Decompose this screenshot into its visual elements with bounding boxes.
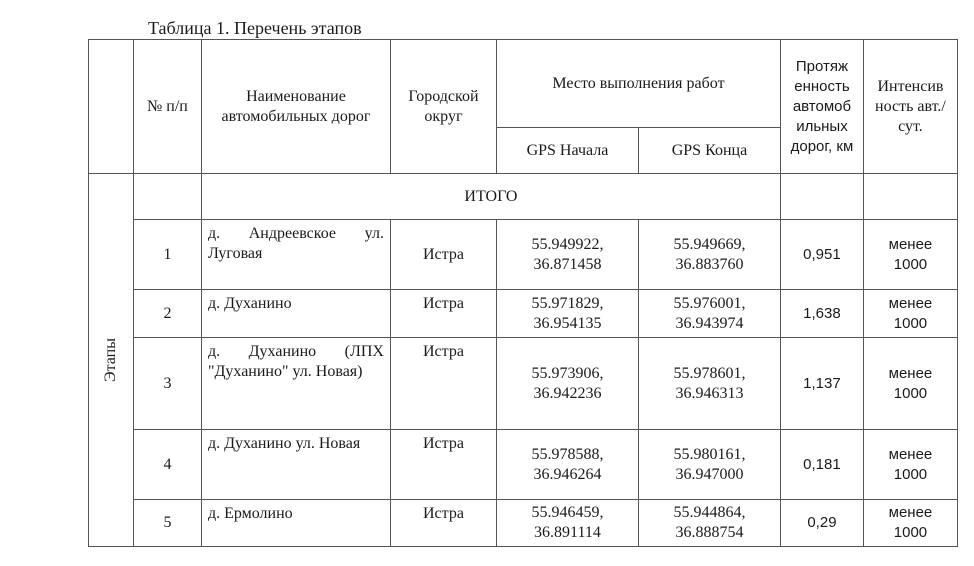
table-row xyxy=(89,338,958,430)
row-length: 0,29 xyxy=(780,500,863,547)
row-length: 1,638 xyxy=(780,290,863,338)
row-num: 5 xyxy=(133,500,201,547)
row-district: Истра xyxy=(390,430,496,500)
row-gps-end: 55.976001, 36.943974 xyxy=(638,290,780,338)
stages-table xyxy=(88,39,958,547)
row-gps-start: 55.978588, 36.946264 xyxy=(496,430,638,500)
row-gps-end: 55.949669, 36.883760 xyxy=(638,220,780,290)
row-length: 0,951 xyxy=(780,220,863,290)
header-blank xyxy=(89,40,134,174)
row-gps-start: 55.946459, 36.891114 xyxy=(496,500,638,547)
row-district: Истра xyxy=(390,290,496,338)
row-name: д. Духанино xyxy=(201,290,390,338)
header-district: Городской округ xyxy=(390,40,496,174)
row-gps-end: 55.980161, 36.947000 xyxy=(638,430,780,500)
total-num xyxy=(133,174,201,220)
row-name: д. Духанино (ЛПХ "Духанино" ул. Новая) xyxy=(201,338,390,430)
row-name: д. Андреевское ул. Луговая xyxy=(201,220,390,290)
row-intensity: менее 1000 xyxy=(863,430,957,500)
row-district: Истра xyxy=(390,500,496,547)
row-intensity: менее 1000 xyxy=(863,338,957,430)
row-gps-end: 55.978601, 36.946313 xyxy=(638,338,780,430)
header-length: Протяж енность автомоб ильных дорог, км xyxy=(780,40,863,174)
row-num: 1 xyxy=(133,220,201,290)
row-district: Истра xyxy=(390,220,496,290)
header-row xyxy=(89,40,958,128)
total-label: ИТОГО xyxy=(201,174,780,220)
row-intensity: менее 1000 xyxy=(863,290,957,338)
table-row xyxy=(89,220,958,290)
total-length xyxy=(780,174,863,220)
row-gps-start: 55.949922, 36.871458 xyxy=(496,220,638,290)
row-district: Истра xyxy=(390,338,496,430)
row-name: д. Ермолино xyxy=(201,500,390,547)
total-row xyxy=(89,174,958,220)
row-name: д. Духанино ул. Новая xyxy=(201,430,390,500)
row-length: 0,181 xyxy=(780,430,863,500)
row-gps-start: 55.973906, 36.942236 xyxy=(496,338,638,430)
header-num: № п/п xyxy=(133,40,201,174)
header-intensity: Интенсив ность авт./сут. xyxy=(863,40,957,174)
header-name: Наименование автомобильных дорог xyxy=(201,40,390,174)
group-label-cell xyxy=(89,174,134,547)
table-row xyxy=(89,500,958,547)
row-num: 4 xyxy=(133,430,201,500)
header-gps-start: GPS Начала xyxy=(496,128,638,174)
row-intensity: менее 1000 xyxy=(863,500,957,547)
header-location: Место выполнения работ xyxy=(496,40,780,128)
table-row xyxy=(89,430,958,500)
header-gps-end: GPS Конца xyxy=(638,128,780,174)
table-caption: Таблица 1. Перечень этапов xyxy=(148,18,362,38)
row-gps-start: 55.971829, 36.954135 xyxy=(496,290,638,338)
row-num: 3 xyxy=(133,338,201,430)
group-label: Этапы xyxy=(101,338,119,382)
row-length: 1,137 xyxy=(780,338,863,430)
row-gps-end: 55.944864, 36.888754 xyxy=(638,500,780,547)
row-intensity: менее 1000 xyxy=(863,220,957,290)
total-intensity xyxy=(863,174,957,220)
row-num: 2 xyxy=(133,290,201,338)
table-row xyxy=(89,290,958,338)
